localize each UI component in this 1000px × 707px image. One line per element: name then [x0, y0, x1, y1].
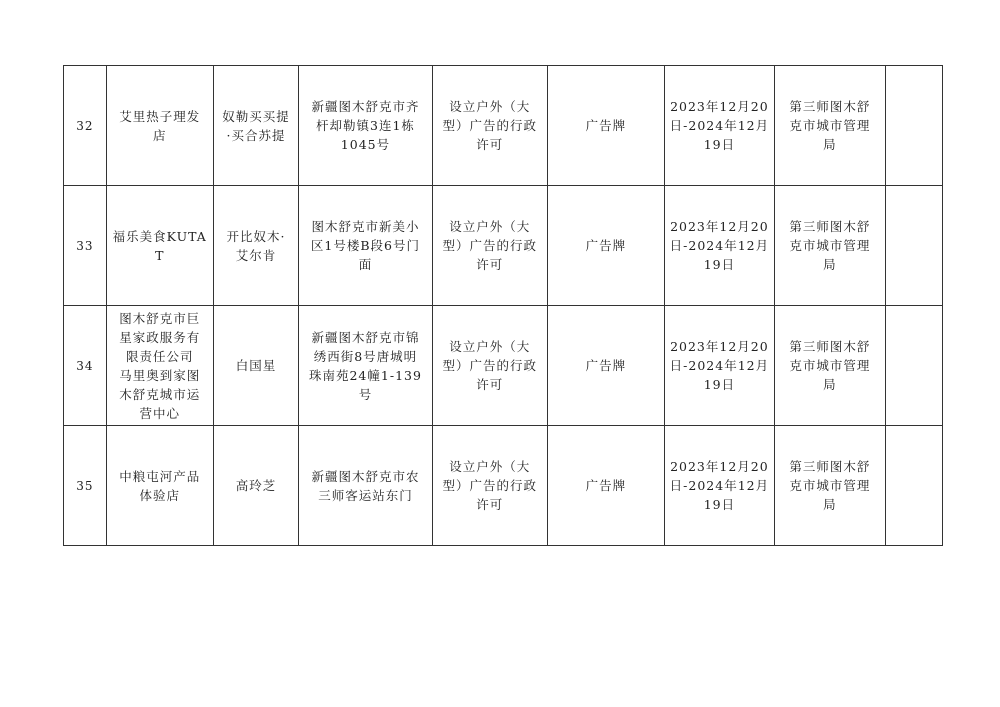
- legal-person-cell: 奴勒买买提 ·买合苏提: [213, 66, 299, 186]
- row-number-cell: [64, 306, 107, 426]
- legal-person-cell: 白国星: [213, 306, 299, 426]
- authority-cell: 第三师图木舒 克市城市管理 局: [774, 186, 885, 306]
- permit-item-cell: 设立户外（大 型）广告的行政 许可: [432, 186, 547, 306]
- authority-cell: 第三师图木舒 克市城市管理 局: [774, 426, 885, 546]
- table-row: [64, 306, 943, 426]
- sign-type-cell: 广告牌: [547, 186, 664, 306]
- validity-period-cell: 2023年12月20 日-2024年12月 19日: [664, 426, 774, 546]
- permit-item-cell: 设立户外（大 型）广告的行政 许可: [432, 306, 547, 426]
- row-number-cell: [64, 66, 107, 186]
- business-name-cell: 图木舒克市巨 星家政服务有 限责任公司 马里奥到家图 木舒克城市运 营中心: [106, 306, 213, 426]
- validity-period-cell: 2023年12月20 日-2024年12月 19日: [664, 186, 774, 306]
- address-cell: 新疆图木舒克市锦 绣西街8号唐城明 珠南苑24幢1-139 号: [299, 306, 432, 426]
- authority-cell: 第三师图木舒 克市城市管理 局: [774, 66, 885, 186]
- blank-cell: [885, 66, 942, 186]
- table-row: [64, 426, 943, 546]
- business-name-cell: 福乐美食KUTAT: [106, 186, 213, 306]
- row-number: 34: [76, 358, 94, 373]
- sign-type-cell: 广告牌: [547, 426, 664, 546]
- permit-table: [63, 65, 943, 546]
- validity-period-cell: 2023年12月20 日-2024年12月 19日: [664, 66, 774, 186]
- row-number: 33: [76, 238, 94, 253]
- blank-cell: [885, 306, 942, 426]
- table-row: [64, 66, 943, 186]
- blank-cell: [885, 186, 942, 306]
- legal-person-cell: 高玲芝: [213, 426, 299, 546]
- business-name-cell: 艾里热子理发 店: [106, 66, 213, 186]
- address-cell: 新疆图木舒克市齐 杆却勒镇3连1栋 1045号: [299, 66, 432, 186]
- sign-type-cell: 广告牌: [547, 306, 664, 426]
- row-number: 32: [76, 118, 94, 133]
- row-number: 35: [76, 478, 94, 493]
- table-row: [64, 186, 943, 306]
- business-name-cell: 中粮屯河产品 体验店: [106, 426, 213, 546]
- address-cell: 图木舒克市新美小 区1号楼B段6号门 面: [299, 186, 432, 306]
- row-number-cell: [64, 186, 107, 306]
- authority-cell: 第三师图木舒 克市城市管理 局: [774, 306, 885, 426]
- sign-type-cell: 广告牌: [547, 66, 664, 186]
- legal-person-cell: 开比奴木· 艾尔肯: [213, 186, 299, 306]
- permit-item-cell: 设立户外（大 型）广告的行政 许可: [432, 66, 547, 186]
- address-cell: 新疆图木舒克市农 三师客运站东门: [299, 426, 432, 546]
- validity-period-cell: 2023年12月20 日-2024年12月 19日: [664, 306, 774, 426]
- blank-cell: [885, 426, 942, 546]
- permit-item-cell: 设立户外（大 型）广告的行政 许可: [432, 426, 547, 546]
- row-number-cell: [64, 426, 107, 546]
